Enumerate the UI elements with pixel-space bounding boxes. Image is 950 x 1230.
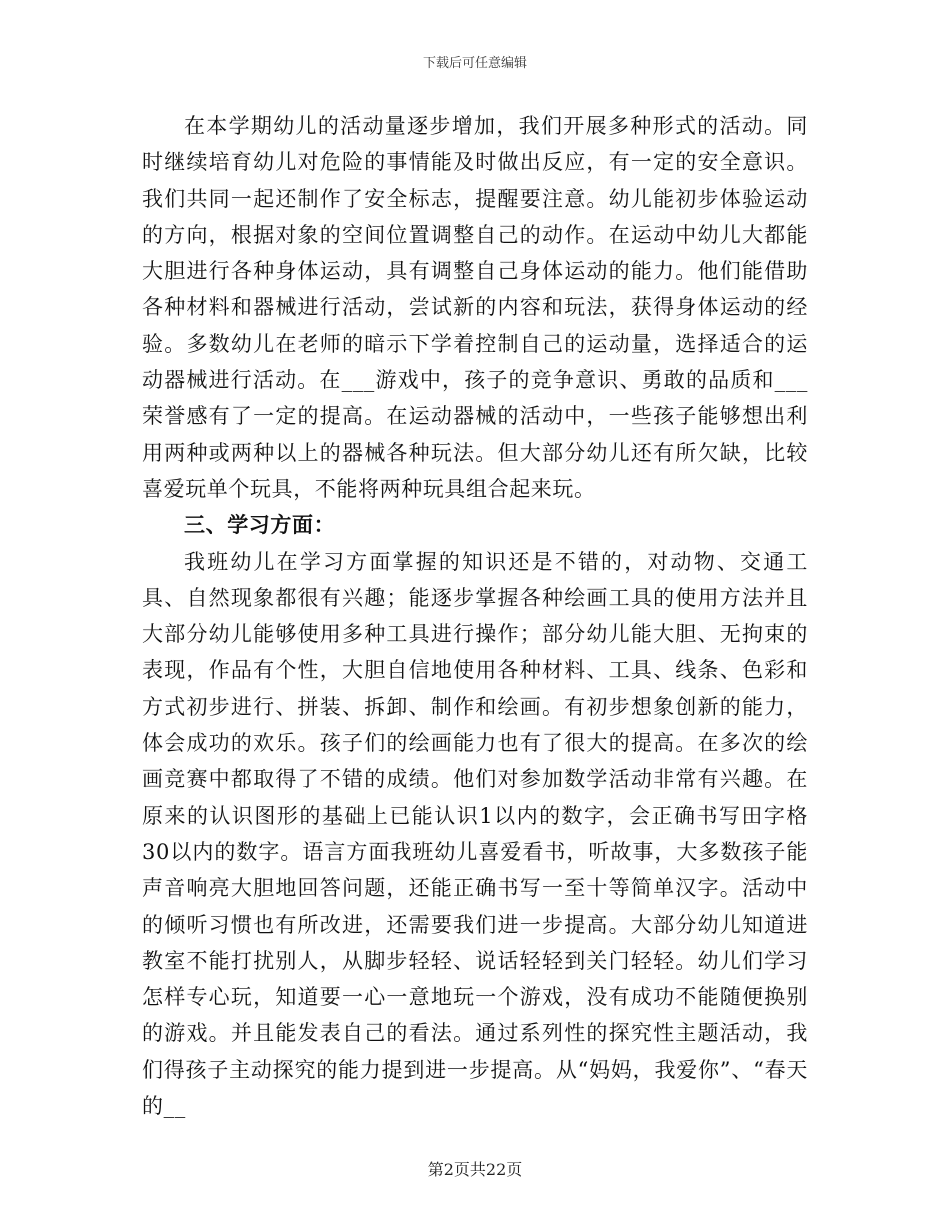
document-body [142, 108, 808, 1124]
paragraph-learning: 我班幼儿在学习方面掌握的知识还是不错的，对动物、交通工具、自然现象都很有兴趣；能逐步掌握各种绘画工具的使用方法并且大部分幼儿能够使用多种工具进行操作；部分幼儿能大胆、无拘束的表现，作品有个性，大胆自信地使用各种材料、工具、线条、色彩和方式初步进行、拼装、拆卸、制作和绘画。有初步想象创新的能力，体会成功的欢乐。孩子们的绘画能力也有了很大的提高。在多次的绘画竞赛中都取得了不错的成绩。他们对参加数学活动非常有兴趣。在原来的认识图形的基础上已能认识1以内的数字，会正确书写田字格30以内的数字。语言方面我班幼儿喜爱看书，听故事，大多数孩子能声音响亮大胆地回答问题，还能正确书写一至十等简单汉字。活动中的倾听习惯也有所改进，还需要我们进一步提高。大部分幼儿知道进教室不能打扰别人，从脚步轻轻、说话轻轻到关门轻轻。幼儿们学习怎样专心玩，知道要一心一意地玩一个游戏，没有成功不能随便换别的游戏。并且能发表自己的看法。通过系列性的探究性主题活动，我们得孩子主动探究的能力提到进一步提高。从“妈妈，我爱你”、“春天的__ [142, 549, 808, 1119]
paragraph-activity: 在本学期幼儿的活动量逐步增加，我们开展多种形式的活动。同时继续培育幼儿对危险的事情能及时做出反应，有一定的安全意识。我们共同一起还制作了安全标志，提醒要注意。幼儿能初步体验运动的方向，根据对象的空间位置调整自己的动作。在运动中幼儿大都能大胆进行各种身体运动，具有调整自己身体运动的能力。他们能借助各种材料和器械进行活动，尝试新的内容和玩法，获得身体运动的经验。多数幼儿在老师的暗示下学着控制自己的运动量，选择适合的运动器械进行活动。在___游戏中，孩子的竞争意识、勇敢的品质和___荣誉感有了一定的提高。在运动器械的活动中，一些孩子能够想出利用两种或两种以上的器械各种玩法。但大部分幼儿还有所欠缺，比较喜爱玩单个玩具，不能将两种玩具组合起来玩。 [142, 114, 808, 501]
page-header: 下载后可任意编辑 [422, 56, 527, 71]
section-heading-learning: 三、学习方面： [184, 513, 336, 538]
page-footer: 第2页共22页 [427, 1160, 523, 1179]
